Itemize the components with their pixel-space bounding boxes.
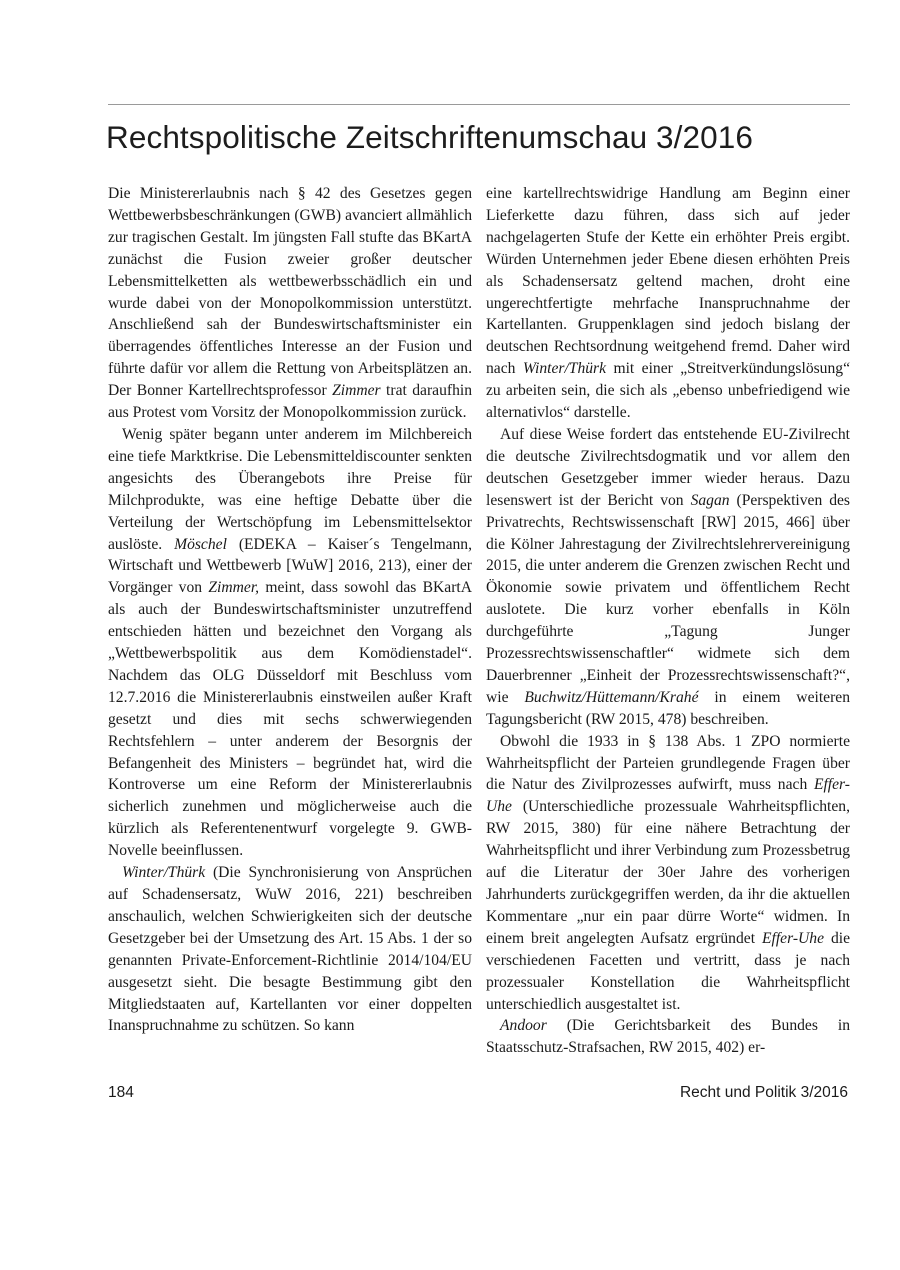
author-name: Andoor — [500, 1017, 547, 1035]
text-run: Wenig später begann unter anderem im Milchbereich eine tiefe Marktkrise. Die Lebensmitteldiscounter senkten angesichts des Überangebots ihre Preise für Milchprodukte, was eine heftige Debatte über die Verteilung der Wertschöpfung im Lebensmittelsektor auslöste. — [108, 425, 472, 553]
text-run: (Unterschiedliche prozessuale Wahrheitspflichten, RW 2015, 380) für eine nähere Betrachtung der Wahrheitspflicht und ihrer Verbindung zum Prozessbetrug auf die Literatur der 30er Jahre des vorherigen Jahrhunderts zurückgegriffen werden, da ihr die aktuellen Kommentare „nur ein paar dürre Worte“ widmen. In einem breit angelegten Aufsatz ergründet — [486, 798, 850, 947]
text-run: (Perspektiven des Privatrechts, Rechtswissenschaft [RW] 2015, 466] über die Kölner Jahrestagung der Zivilrechtslehrervereinigung 2015, die unter anderem die Grenzen zwischen Recht und Ökonomie sowie privatem und öffentlichem Recht auslotete. Die kurz vorher ebenfalls in Köln durchgeführte „Tagung Junger Prozessrechtswissenschaftler“ widmete sich dem Dauerbrenner „Einheit der Prozessrechtswissenschaft?“, wie — [486, 491, 850, 706]
author-name: Buchwitz/Hüttemann/Krahé — [524, 688, 699, 706]
journal-footer: Recht und Politik 3/2016 — [679, 1084, 848, 1101]
paragraph — [108, 183, 472, 424]
text-run: die verschiedenen Facetten und vertritt, dass je nach prozessualer Konstellation die Wahrheitspflicht unterschiedlich ausgestaltet ist. — [486, 929, 850, 1013]
text-run: (EDEKA – Kaiser´s Tengelmann, Wirtschaft und Wettbewerb [WuW] 2016, 213), einer der Vorgänger von — [108, 535, 473, 597]
text-run: (Die Gerichtsbarkeit des Bundes in Staatsschutz-Strafsachen, RW 2015, 402) er- — [486, 1017, 850, 1057]
author-name: Effer-Uhe — [486, 776, 850, 816]
author-name: Sagan — [690, 491, 730, 509]
text-run: eine kartellrechtswidrige Handlung am Beginn einer Lieferkette dazu führen, dass sich auf jeder nachgelagerten Stufe der Kette ein erhöhter Preis ergibt. Würden Unternehmen jeder Ebene diesen erhöhten Preis als Schadensersatz geltend machen, droht eine ungerechtfertigte mehrfache Inanspruchnahme der Kartellanten. Gruppenklagen sind jedoch bislang der deutschen Rechtsordnung weitgehend fremd. Daher wird nach — [486, 185, 850, 378]
left-column — [108, 183, 472, 1037]
header-rule — [108, 104, 850, 105]
paragraph — [486, 1015, 850, 1059]
paragraph — [486, 424, 850, 731]
author-name: Zimmer, — [208, 579, 260, 597]
author-name: Möschel — [174, 535, 227, 553]
text-run: meint, dass sowohl das BKartA als auch der Bundeswirtschaftsminister unzutreffend entschieden hätten und bezeichnet den Vorgang als „Wettbewerbspolitik aus dem Komödienstadel“. Nachdem das OLG Düsseldorf mit Beschluss vom 12.7.2016 die Ministererlaubnis einstweilen außer Kraft gesetzt und dies mit sechs schwerwiegenden Rechtsfehlern – unter anderem der Besorgnis der Befangenheit des Ministers – begründet hat, wird die Kontroverse um eine Reform der Ministererlaubnis sicherlich zunehmen und möglicherweise auch die kürzlich als Referentenentwurf vorgelegte 9. GWB-Novelle beeinflussen. — [108, 579, 473, 860]
paragraph — [486, 183, 850, 424]
text-run: trat daraufhin aus Protest vom Vorsitz der Monopolkommission zurück. — [108, 382, 473, 422]
paragraph — [108, 862, 472, 1037]
text-run: Obwohl die 1933 in § 138 Abs. 1 ZPO normierte Wahrheitspflicht der Parteien grundlegende Fragen über die Natur des Zivilprozesses aufwirft, muss nach — [486, 732, 850, 794]
author-name: Effer-Uhe — [761, 929, 825, 947]
page-title: Rechtspolitische Zeitschriftenumschau 3/2016 — [106, 119, 753, 155]
right-column — [486, 183, 850, 1059]
page-number: 184 — [108, 1084, 134, 1101]
text-run: Die Ministererlaubnis nach § 42 des Gesetzes gegen Wettbewerbsbeschränkungen (GWB) avanciert allmählich zur tragischen Gestalt. Im jüngsten Fall stufte das BKartA zunächst die Fusion zweier großer deutscher Lebensmittelketten als wettbewerbsschädlich ein und wurde dabei von der Monopolkommission unterstützt. Anschließend sah der Bundeswirtschaftsminister ein überragendes öffentliches Interesse an der Fusion und führte dafür vor allem die Rettung von Arbeitsplätzen an. Der Bonner Kartellrechtsprofessor — [108, 185, 472, 400]
paragraph — [108, 424, 472, 862]
text-run: Auf diese Weise fordert das entstehende EU-Zivilrecht die deutsche Zivilrechtsdogmatik und vor allem den deutschen Gesetzgeber immer wieder heraus. Dazu lesenswert ist der Bericht von — [486, 425, 850, 509]
author-name: Winter/Thürk — [522, 360, 607, 378]
author-name: Winter/Thürk — [122, 864, 206, 882]
paragraph — [486, 731, 850, 1016]
author-name: Zimmer — [332, 382, 381, 400]
text-run: (Die Synchronisierung von Ansprüchen auf Schadensersatz, WuW 2016, 221) beschreiben anschaulich, welchen Schwierigkeiten sich der deutsche Gesetzgeber bei der Umsetzung des Art. 15 Abs. 1 der so genannten Private-Enforcement-Richtlinie 2014/104/EU ausgesetzt sieht. Die besagte Bestimmung gibt den Mitgliedstaaten auf, Kartellanten vor einer doppelten Inanspruchnahme zu schützen. So kann — [108, 864, 472, 1035]
text-run: in einem weiteren Tagungsbericht (RW 2015, 478) beschreiben. — [486, 688, 850, 728]
text-run: mit einer „Streitverkündungslösung“ zu arbeiten sein, die sich als „ebenso unbefriedigend wie alternativlos“ darstelle. — [486, 360, 850, 422]
